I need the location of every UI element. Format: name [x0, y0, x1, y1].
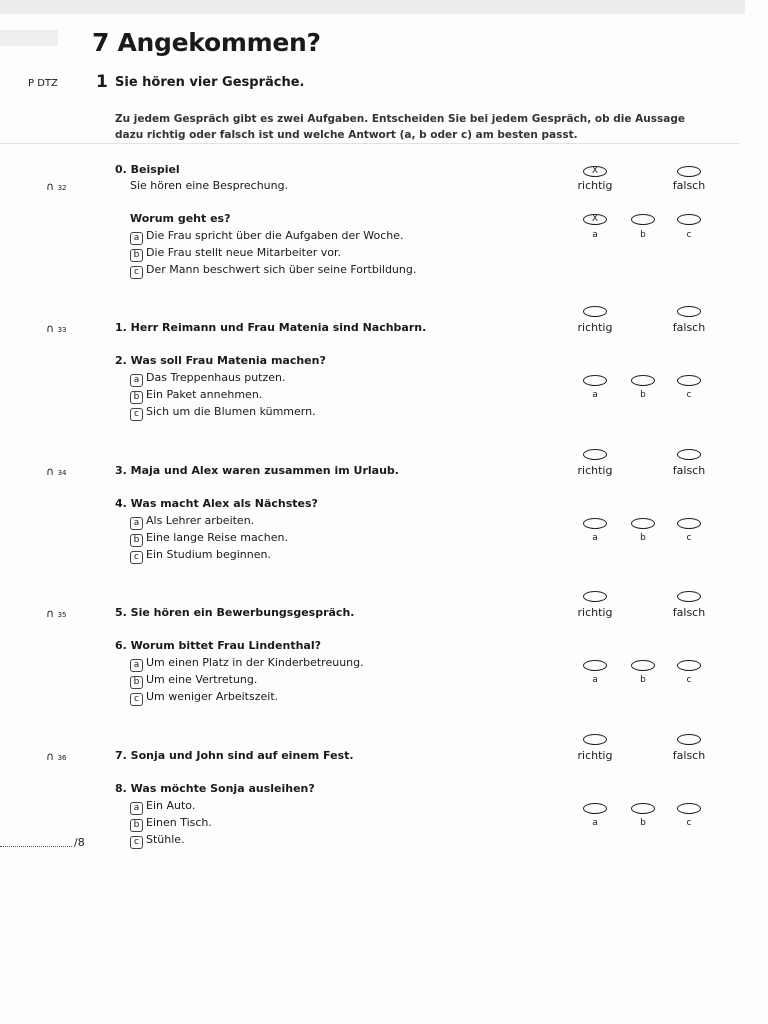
option-b: b Eine lange Reise machen.: [130, 531, 288, 547]
richtig-bubble[interactable]: [583, 306, 607, 317]
chapter-tab: [0, 30, 58, 46]
audio-track-32: ∩ 32: [46, 180, 67, 193]
chapter-title: 7 Angekommen?: [92, 28, 321, 57]
label-c: c: [686, 675, 692, 685]
b-bubble[interactable]: [631, 375, 655, 386]
item-question: 6. Worum bittet Frau Lindenthal?: [115, 639, 321, 652]
richtig-bubble[interactable]: [583, 734, 607, 745]
item-question: 4. Was macht Alex als Nächstes?: [115, 497, 318, 510]
option-a: a Ein Auto.: [130, 799, 195, 815]
label-a: a: [592, 533, 598, 543]
headphone-icon: ∩: [46, 607, 55, 620]
label-richtig: richtig: [577, 606, 613, 619]
c-bubble[interactable]: [677, 375, 701, 386]
a-bubble[interactable]: [583, 803, 607, 814]
falsch-bubble[interactable]: [677, 591, 701, 602]
example-a-bubble-marked: X: [583, 214, 607, 225]
score-fill-line[interactable]: [0, 846, 72, 847]
label-b: b: [640, 230, 646, 240]
example-statement: Sie hören eine Besprechung.: [130, 179, 289, 192]
option-b: b Einen Tisch.: [130, 816, 212, 832]
label-richtig: richtig: [577, 464, 613, 477]
exercise-number: 1: [96, 72, 108, 92]
b-bubble[interactable]: [631, 803, 655, 814]
falsch-bubble[interactable]: [677, 449, 701, 460]
label-a: a: [592, 390, 598, 400]
example-question: Worum geht es?: [130, 212, 231, 225]
audio-track: ∩ 34: [46, 465, 67, 478]
example-c-bubble: [677, 214, 701, 225]
b-bubble[interactable]: [631, 518, 655, 529]
a-bubble[interactable]: [583, 518, 607, 529]
label-falsch: falsch: [672, 606, 706, 619]
example-b-bubble: [631, 214, 655, 225]
falsch-bubble[interactable]: [677, 734, 701, 745]
label-b: b: [640, 818, 646, 828]
label-b: b: [640, 675, 646, 685]
label-b: b: [640, 390, 646, 400]
divider: [0, 143, 740, 144]
label-richtig: richtig: [577, 321, 613, 334]
label-c: c: [686, 390, 692, 400]
falsch-bubble[interactable]: [677, 306, 701, 317]
label-falsch: falsch: [672, 464, 706, 477]
audio-track: ∩ 36: [46, 750, 67, 763]
item-question: 2. Was soll Frau Matenia machen?: [115, 354, 326, 367]
option-c: c Sich um die Blumen kümmern.: [130, 405, 316, 421]
label-a: a: [592, 230, 598, 240]
b-bubble[interactable]: [631, 660, 655, 671]
richtig-bubble[interactable]: [583, 449, 607, 460]
audio-track: ∩ 33: [46, 322, 67, 335]
option-a: a Um einen Platz in der Kinderbetreuung.: [130, 656, 364, 672]
item-question: 8. Was möchte Sonja ausleihen?: [115, 782, 315, 795]
richtig-bubble[interactable]: [583, 591, 607, 602]
option-a: a Als Lehrer arbeiten.: [130, 514, 254, 530]
a-bubble[interactable]: [583, 375, 607, 386]
c-bubble[interactable]: [677, 660, 701, 671]
example-option-c: c Der Mann beschwert sich über seine Fortbildung.: [130, 263, 416, 279]
audio-track: ∩ 35: [46, 607, 67, 620]
label-a: a: [592, 818, 598, 828]
item-statement: 3. Maja und Alex waren zusammen im Urlaub.: [115, 464, 399, 477]
option-b: b Ein Paket annehmen.: [130, 388, 262, 404]
label-richtig: richtig: [577, 749, 613, 762]
c-bubble[interactable]: [677, 518, 701, 529]
item-statement: 1. Herr Reimann und Frau Matenia sind Nachbarn.: [115, 321, 427, 334]
label-falsch: falsch: [672, 179, 706, 192]
headphone-icon: ∩: [46, 750, 55, 763]
a-bubble[interactable]: [583, 660, 607, 671]
item-statement: 7. Sonja und John sind auf einem Fest.: [115, 749, 354, 762]
option-c: c Stühle.: [130, 833, 185, 849]
label-falsch: falsch: [672, 749, 706, 762]
label-c: c: [686, 818, 692, 828]
option-b: b Um eine Vertretung.: [130, 673, 257, 689]
headphone-icon: ∩: [46, 180, 55, 193]
item-statement: 5. Sie hören ein Bewerbungsgespräch.: [115, 606, 355, 619]
example-heading: 0. Beispiel: [115, 163, 180, 176]
example-richtig-bubble-marked: X: [583, 166, 607, 177]
label-a: a: [592, 675, 598, 685]
headphone-icon: ∩: [46, 322, 55, 335]
top-edge-strip: [0, 0, 745, 14]
label-falsch: falsch: [672, 321, 706, 334]
exercise-instruction: Zu jedem Gespräch gibt es zwei Aufgaben. Entscheiden Sie bei jedem Gespräch, ob die Aussage dazu richtig oder falsch ist und welche Antwort (a, b oder c) am besten passt.: [115, 113, 685, 141]
label-richtig: richtig: [577, 179, 613, 192]
option-c: c Ein Studium beginnen.: [130, 548, 271, 564]
option-c: c Um weniger Arbeitszeit.: [130, 690, 278, 706]
c-bubble[interactable]: [677, 803, 701, 814]
exercise-title: Sie hören vier Gespräche.: [115, 75, 305, 90]
label-c: c: [686, 533, 692, 543]
headphone-icon: ∩: [46, 465, 55, 478]
example-falsch-bubble: [677, 166, 701, 177]
example-option-b: b Die Frau stellt neue Mitarbeiter vor.: [130, 246, 341, 262]
option-a: a Das Treppenhaus putzen.: [130, 371, 285, 387]
example-option-a: a Die Frau spricht über die Aufgaben der Woche.: [130, 229, 404, 245]
label-c: c: [686, 230, 692, 240]
label-b: b: [640, 533, 646, 543]
exam-tag: P DTZ: [28, 78, 58, 89]
score-total: /8: [74, 836, 85, 849]
